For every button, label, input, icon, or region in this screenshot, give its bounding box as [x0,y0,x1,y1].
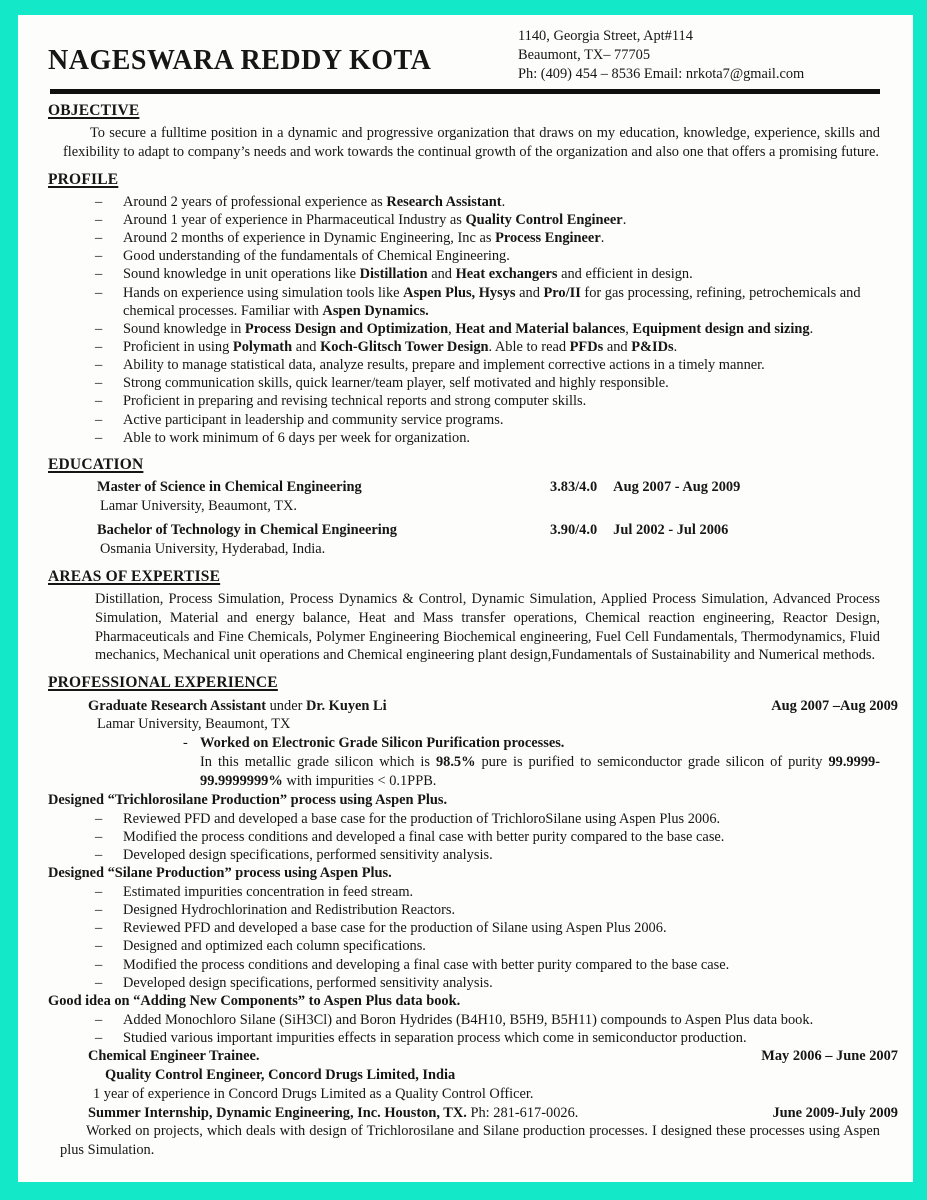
emphasis-text: Designed “Silane Production” process using Aspen Plus. [48,865,392,882]
emphasis-text: Summer Internship, Dynamic Engineering, Inc. Houston, TX. [88,1104,467,1121]
emphasis-text: Quality Control Engineer [465,212,623,229]
bullet-item [48,937,880,955]
degree-meta [550,521,728,540]
bullet-item [48,1011,880,1029]
plain-text: Around 2 months of experience in Dynamic Engineering, Inc as [123,230,496,247]
plain-text: . [600,230,605,247]
emphasis-text: Quality Control Engineer, Concord Drugs Limited, India [105,1066,456,1083]
emphasis-text: 98.5% [435,754,476,771]
plain-text: . [673,339,678,356]
experience-boldline [48,992,880,1011]
bullet-item [48,229,880,247]
bullet-dash: – [95,920,103,937]
contact-city-line: Beaumont, TX– 77705 [518,46,651,63]
bullet-dash: – [95,266,103,283]
plain-text: Proficient in preparing and revising technical reports and strong computer skills. [123,393,587,410]
plain-text: , [448,320,456,337]
bullet-text [123,829,724,845]
bullet-text [123,357,765,373]
plain-text: Sound knowledge in [123,320,245,337]
degree-dates: Aug 2007 - Aug 2009 [613,479,741,496]
plain-text: and [292,339,321,356]
emphasis-text: Research Assistant [386,193,502,210]
plain-text: Developed design specifications, performed sensitivity analysis. [123,974,493,991]
bullet-text [123,212,626,228]
bullet-item [48,810,880,828]
experience-para [60,1122,880,1160]
bullet-item [48,901,880,919]
plain-text: Active participant in leadership and community service programs. [123,411,504,428]
bullet-dash: – [95,1011,103,1028]
bullet-text [123,1030,747,1046]
header-divider-rule [50,89,880,94]
bullet-text [123,321,813,337]
bullet-dash: – [95,320,103,337]
bullet-item [48,356,880,374]
plain-text: Proficient in using [123,339,233,356]
bullet-dash: – [95,411,103,428]
bullet-item [48,284,880,320]
emphasis-text: Chemical Engineer Trainee. [88,1048,260,1065]
plain-text: under [266,697,306,714]
bullet-dash: – [95,956,103,973]
plain-text: Around 1 year of experience in Pharmaceutical Industry as [123,212,466,229]
plain-text: Worked on projects, which deals with design of Trichlorosilane and Silane production processes. I designed these processes using Aspen plus Simulation. [60,1123,880,1159]
bullet-text [123,920,667,936]
emphasis-text: Aspen Dynamics. [322,302,429,319]
bullet-item [48,974,880,992]
plain-text: Studied various important impurities effects in separation process which come in semiconductor production. [123,1029,747,1046]
emphasis-text: Equipment design and sizing [632,320,810,337]
role-dates: Aug 2007 –Aug 2009 [771,697,898,714]
plain-text: and [515,284,544,301]
education-heading: EDUCATION [48,455,144,473]
bullet-dash: – [95,847,103,864]
degree-name: Bachelor of Technology in Chemical Engineering [97,521,397,538]
plain-text: Designed Hydrochlorination and Redistribution Reactors. [123,902,456,919]
plain-text: with impurities < 0.1PPB. [282,773,437,790]
emphasis-text: Process Design and Optimization [244,320,449,337]
sub-bullet-item [48,734,880,753]
degree-meta [550,478,740,497]
section-objective [48,101,880,162]
bullet-item [48,883,880,901]
bullet-dash: – [95,339,103,356]
plain-text: Modified the process conditions and developing a final case with better purity compared to the base case. [123,956,730,973]
degree-dates: Jul 2002 - Jul 2006 [613,521,729,538]
emphasis-text: 99.9999-99.9999999% [200,754,880,790]
emphasis-text: Process Engineer [495,230,601,247]
plain-text: Hands on experience using simulation tools like [123,284,404,301]
bullet-item [48,392,880,410]
emphasis-text: Distillation [359,266,428,283]
expertise-heading: AREAS OF EXPERTISE [48,567,221,585]
plain-text: Good understanding of the fundamentals of Chemical Engineering. [123,248,510,265]
bullet-item [48,956,880,974]
education-entry [48,521,880,559]
education-degree-row [48,521,880,540]
experience-role-row [88,1047,898,1066]
experience-role-row [88,1104,898,1123]
experience-heading: PROFESSIONAL EXPERIENCE [48,674,278,692]
bullet-dash: – [95,212,103,229]
expertise-paragraph: Distillation, Process Simulation, Process Dynamics & Control, Dynamic Simulation, Applied Process Simulation, Advanced Process Simulation, Material and energy balance, Heat and Mass transfer operations, Chemical reaction engineering, Reactor Design, Pharmaceuticals and Fine Chemicals, Polymer Engineering Biochemical engineering, Fuel Cell Fundamentals, Thermodynamics, Fluid mechanics, Mechanical unit operations and Chemical engineering plant design,Fundamentals of Sustainability and Numerical methods. [95,590,880,664]
plain-text: Sound knowledge in unit operations like [123,266,360,283]
bullet-text [123,430,470,446]
section-expertise [48,567,880,666]
bullet-item [48,411,880,429]
emphasis-text: Koch-Glitsch Tower Design [320,339,489,356]
plain-text: and [603,339,632,356]
bullet-text [123,412,503,428]
experience-line3 [93,1085,880,1104]
bullet-dash: – [95,810,103,827]
plain-text: Around 2 years of professional experience as [123,193,387,210]
school-name: Osmania University, Hyderabad, India. [100,540,326,557]
bullet-item [48,265,880,283]
bullet-dash: – [95,828,103,845]
bullet-dash: – [95,284,103,301]
plain-text: Able to work minimum of 6 days per week for organization. [123,429,471,446]
objective-heading: OBJECTIVE [48,101,140,119]
bullet-text [123,248,510,264]
emphasis-text: Heat and Material balances [455,320,626,337]
plain-text: Strong communication skills, quick learner/team player, self motivated and highly responsible. [123,375,669,392]
role-title [88,698,387,714]
experience-org [97,715,880,734]
bullet-text [123,1012,813,1028]
bullet-dash: – [95,193,103,210]
bullet-dash: – [95,230,103,247]
plain-text: Lamar University, Beaumont, TX [97,716,291,733]
header [48,23,880,84]
contact-address-line: 1140, Georgia Street, Apt#114 [518,28,693,44]
bullet-dash: – [95,429,103,446]
plain-text: . [809,320,814,337]
emphasis-text: Polymath [232,339,293,356]
candidate-name: NAGESWARA REDDY KOTA [48,45,432,76]
plain-text: Estimated impurities concentration in feed stream. [123,884,414,901]
bullet-text [123,393,586,409]
bullet-dash: – [95,1029,103,1046]
bullet-text [123,884,413,900]
gpa-value: 3.83/4.0 [550,479,598,496]
bullet-item [48,211,880,229]
bullet-item [48,320,880,338]
plain-text: Added Monochloro Silane (SiH3Cl) and Boron Hydrides (B4H10, B5H9, B5H11) compounds to Aspen Plus data book. [123,1011,814,1028]
education-degree-row [48,478,880,497]
experience-line2 [105,1066,880,1085]
contact-phone-email-line: Ph: (409) 454 – 8536 Email: nrkota7@gmail.com [518,65,805,82]
emphasis-text: Pro/II [543,284,581,301]
bullet-dash: - [183,735,188,752]
bullet-item [48,846,880,864]
plain-text: Ability to manage statistical data, analyze results, prepare and implement corrective actions in a timely manner. [123,357,765,374]
bullet-text [123,230,604,246]
bullet-item [48,1029,880,1047]
bullet-dash: – [95,357,103,374]
bullet-text [123,266,693,282]
plain-text: for gas processing, refining, petrochemicals and chemical processes. Familiar with [123,284,861,319]
emphasis-text: Graduate Research Assistant [88,697,267,714]
role-title [88,1048,259,1064]
bullet-text [123,847,493,863]
bullet-dash: – [95,902,103,919]
plain-text: pure is purified to semiconductor grade silicon of purity [475,754,829,771]
plain-text: and [427,266,456,283]
profile-bullet-list [48,193,880,447]
bullet-item [48,429,880,447]
bullet-text [123,375,669,391]
bullet-text [200,735,564,751]
experience-role-row [88,697,898,716]
section-profile [48,170,880,447]
bullet-item [48,193,880,211]
plain-text: Modified the process conditions and developed a final case with better purity compared to the base case. [123,828,725,845]
degree-name: Master of Science in Chemical Engineering [97,479,362,496]
plain-text: and efficient in design. [557,266,693,283]
plain-text: In this metallic grade silicon which is [200,754,436,771]
experience-subpara [200,753,880,791]
plain-text: . [501,193,506,210]
section-experience [48,673,898,1160]
plain-text: Developed design specifications, performed sensitivity analysis. [123,847,493,864]
bullet-item [48,338,880,356]
emphasis-text: Good idea on “Adding New Components” to Aspen Plus data book. [48,992,461,1009]
objective-paragraph: To secure a fulltime position in a dynamic and progressive organization that draws on my education, knowledge, experience, skills and flexibility to adapt to company’s needs and work towards the continual growth of the organization and also one that offers a promising future. [63,124,880,160]
role-title [88,1105,578,1121]
bullet-dash: – [95,393,103,410]
plain-text: Designed and optimized each column specifications. [123,938,426,955]
experience-blocks [48,697,898,1161]
bullet-text [123,975,493,991]
bullet-dash: – [95,938,103,955]
emphasis-text: Heat exchangers [455,266,558,283]
emphasis-text: P&IDs [631,339,674,356]
bullet-text [123,285,861,319]
emphasis-text: Aspen Plus, Hysys [403,284,516,301]
emphasis-text: PFDs [569,339,604,356]
plain-text: . [622,212,627,229]
emphasis-text: Worked on Electronic Grade Silicon Purification processes. [200,735,565,752]
bullet-item [48,374,880,392]
plain-text: . Able to read [488,339,570,356]
plain-text: , [625,320,633,337]
bullet-item [48,247,880,265]
role-dates: June 2009-July 2009 [772,1104,898,1121]
bullet-dash: – [95,248,103,265]
bullet-dash: – [95,974,103,991]
emphasis-text: Designed “Trichlorosilane Production” process using Aspen Plus. [48,791,448,808]
plain-text: Reviewed PFD and developed a base case for the production of Silane using Aspen Plus 2006. [123,920,667,937]
bullet-dash: – [95,375,103,392]
plain-text: Ph: 281-617-0026. [466,1104,579,1121]
bullet-text [123,194,505,210]
plain-text: 1 year of experience in Concord Drugs Limited as a Quality Control Officer. [93,1085,534,1102]
experience-boldline [48,864,880,883]
emphasis-text: Dr. Kuyen Li [305,697,387,714]
experience-boldline [48,791,880,810]
bullet-text [123,938,426,954]
bullet-text [123,957,729,973]
profile-heading: PROFILE [48,170,119,188]
contact-block [518,27,880,84]
bullet-item [48,828,880,846]
bullet-text [123,339,677,355]
bullet-dash: – [95,884,103,901]
education-entry [48,478,880,516]
bullet-text [123,811,720,827]
section-education [48,455,880,559]
resume-page [18,15,913,1182]
role-dates: May 2006 – June 2007 [761,1048,898,1065]
school-name: Lamar University, Beaumont, TX. [100,498,298,515]
gpa-value: 3.90/4.0 [550,521,598,538]
plain-text: Reviewed PFD and developed a base case for the production of TrichloroSilane using Aspen Plus 2006. [123,810,721,827]
bullet-item [48,919,880,937]
bullet-text [123,902,455,918]
